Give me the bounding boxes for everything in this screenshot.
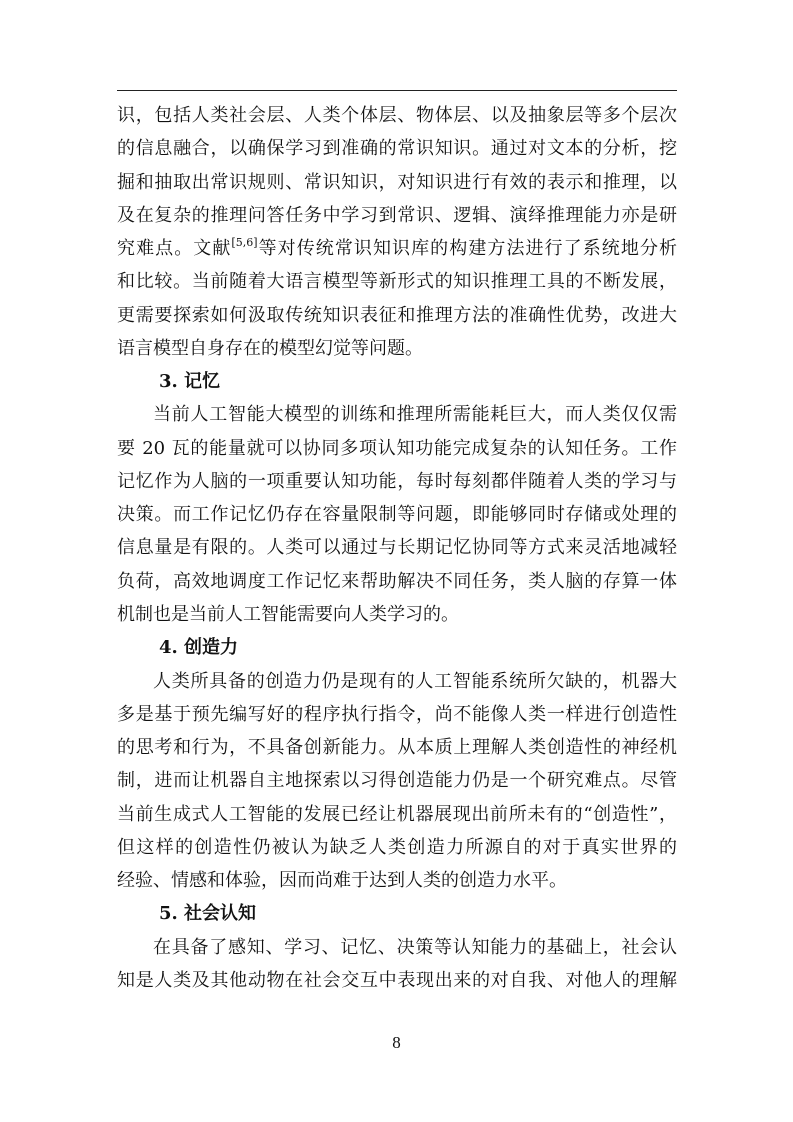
paragraph-line: 人类所具备的创造力仍是现有的人工智能系统所欠缺的，机器大 [153,670,677,692]
paragraph-line: 在具备了感知、学习、记忆、决策等认知能力的基础上，社会认 [153,936,677,958]
paragraph-line: 机制也是当前人工智能需要向人类学习的。 [117,603,459,625]
paragraph-line: 当前生成式人工智能的发展已经让机器展现出前所未有的“创造性”， [117,803,677,825]
paragraph-line: 掘和抽取出常识规则、常识知识，对知识进行有效的表示和推理，以 [117,171,677,193]
paragraph-line: 的思考和行为，不具备创新能力。从本质上理解人类创造性的神经机 [117,737,677,759]
paragraph-line: 要 20 瓦的能量就可以协同多项认知功能完成复杂的认知任务。工作 [117,437,677,459]
paragraph-line: 决策。而工作记忆仍存在容量限制等问题，即能够同时存储或处理的 [117,504,677,526]
page-number: 8 [392,1033,401,1052]
paragraph-line: 记忆作为人脑的一项重要认知功能，每时每刻都伴随着人类的学习与 [117,470,677,492]
paragraph-line: 更需要探索如何汲取传统知识表征和推理方法的准确性优势，改进大 [117,304,677,326]
citation-reference: [5,6] [231,236,258,250]
paragraph-line: 信息量是有限的。人类可以通过与长期记忆协同等方式来灵活地减轻 [117,537,677,559]
section-heading: 5. 社会认知 [159,903,257,925]
paragraph [117,665,677,898]
paragraph-line: 语言模型自身存在的模型幻觉等问题。 [117,337,423,359]
paragraph-line: 经验、情感和体验，因而尚难于达到人类的创造力水平。 [117,870,567,892]
paragraph [117,398,677,631]
paragraph-line: 制，进而让机器自主地探索以习得创造能力仍是一个研究难点。尽管 [117,770,677,792]
paragraph [117,931,677,998]
text-fragment: 等对传统常识知识库的构建方法进行了系统地分析 [257,238,678,260]
paragraph-line [117,232,677,265]
section-heading: 3. 记忆 [159,371,221,393]
paragraph-line: 但这样的创造性仍被认为缺乏人类创造力所源自的对于真实世界的 [117,836,677,858]
paragraph-line: 当前人工智能大模型的训练和推理所需能耗巨大，而人类仅仅需 [153,404,677,426]
paragraph-line: 及在复杂的推理问答任务中学习到常识、逻辑、演绎推理能力亦是研 [117,204,677,226]
paragraph-line: 知是人类及其他动物在社会交互中表现出来的对自我、对他人的理解 [117,969,677,991]
body-text [117,99,677,997]
paragraph-line: 负荷，高效地调度工作记忆来帮助解决不同任务，类人脑的存算一体 [117,570,677,592]
section-heading: 4. 创造力 [159,637,239,659]
text-fragment: 究难点。文献 [117,238,232,260]
paragraph-line: 的信息融合，以确保学习到准确的常识知识。通过对文本的分析，挖 [117,138,677,160]
paragraph-line: 识，包括人类社会层、人类个体层、物体层、以及抽象层等多个层次 [117,105,677,126]
header-rule [117,90,677,91]
paragraph-line: 和比较。当前随着大语言模型等新形式的知识推理工具的不断发展， [117,271,677,293]
paragraph-line: 多是基于预先编写好的程序执行指令，尚不能像人类一样进行创造性 [117,703,677,725]
paragraph [117,99,677,365]
